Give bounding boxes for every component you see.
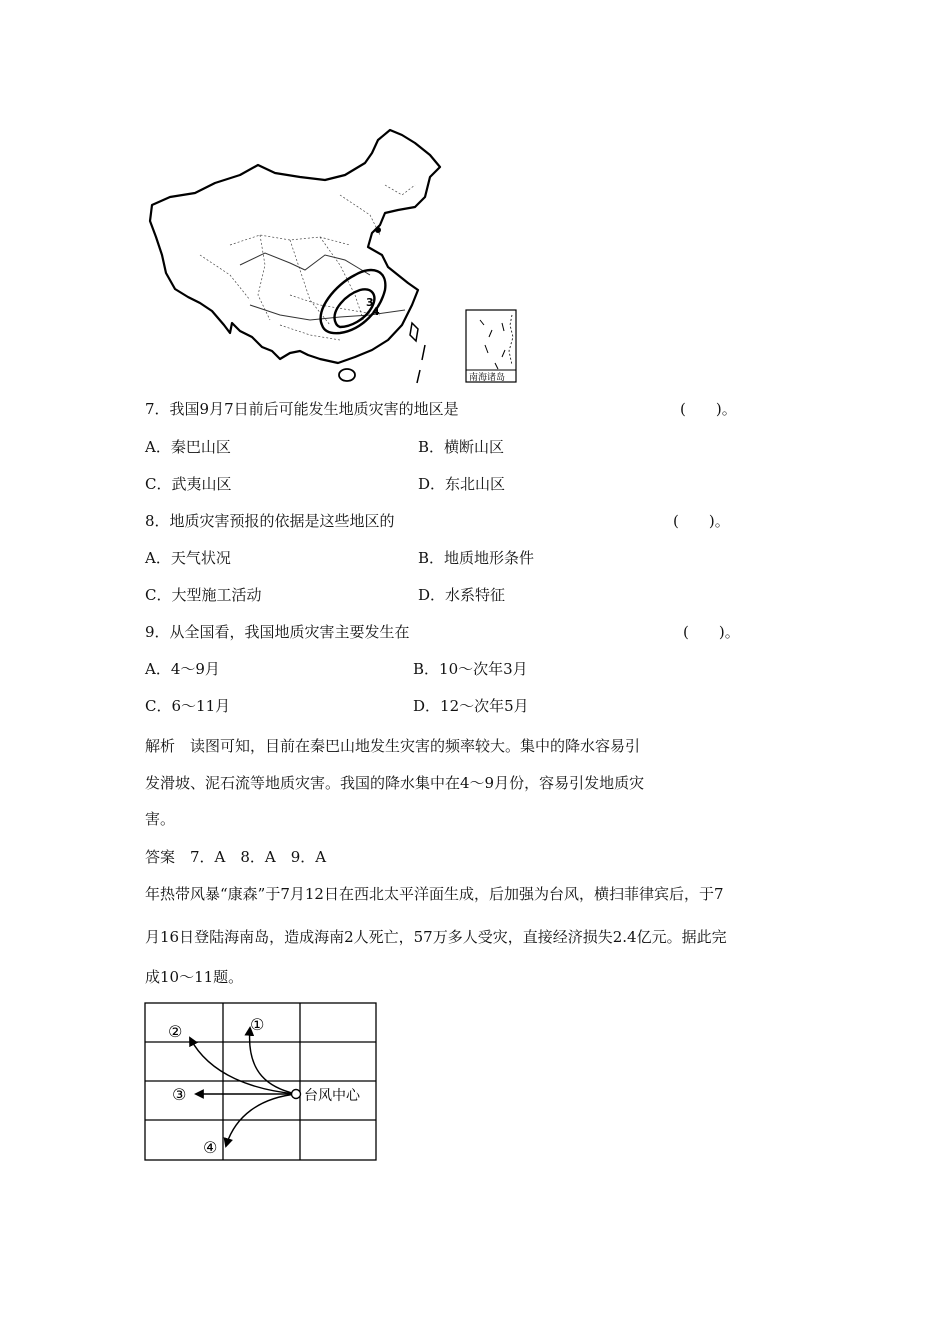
question-9-answer-blank: ( )。 (683, 623, 740, 641)
china-outline (150, 130, 440, 363)
inset-label: 南海诸岛 (469, 373, 506, 383)
province-border (258, 235, 270, 320)
path-2-arrow (190, 1038, 296, 1094)
path-label-4: ④ (203, 1138, 218, 1157)
question-8-text: 8．地质灾害预报的依据是这些地区的 (145, 512, 395, 530)
taiwan-island (410, 323, 418, 341)
analysis-line-1: 解析 读图可知，目前在秦巴山地发生灾害的频率较大。集中的降水容易引 (145, 737, 641, 755)
analysis-line-2: 发滑坡、泥石流等地质灾害。我国的降水集中在4～9月份，容易引发地质灾 (145, 774, 645, 792)
province-border (340, 195, 380, 235)
passage-line-2: 月16日登陆海南岛，造成海南2人死亡，57万多人受灾，直接经济损失2.4亿元。据此完 (145, 928, 727, 946)
path-1-arrow (250, 1028, 296, 1094)
question-8-option-d: D．水系特征 (418, 586, 506, 604)
question-8-option-b: B．地质地形条件 (418, 549, 535, 567)
question-7-option-d: D．东北山区 (418, 475, 506, 493)
typhoon-center-label: 台风中心 (304, 1088, 360, 1104)
hainan-island (339, 369, 355, 381)
province-border (290, 240, 330, 325)
province-border (385, 185, 415, 195)
contour-label-4: 4 (372, 305, 380, 318)
province-border (320, 237, 365, 325)
question-7-option-b: B．横断山区 (418, 438, 505, 456)
question-9-option-d: D．12～次年5月 (413, 697, 529, 715)
river-yangtze (250, 305, 405, 320)
question-7-option-a: A．秦巴山区 (145, 438, 231, 456)
sea-boundary (417, 345, 425, 383)
typhoon-path-diagram (140, 998, 385, 1166)
south-sea-inset (466, 310, 516, 383)
question-9-text: 9．从全国看，我国地质灾害主要发生在 (145, 623, 410, 641)
beijing-marker (375, 227, 381, 233)
path-label-1: ① (250, 1015, 265, 1034)
answer-line: 答案 7．A 8．A 9．A (145, 848, 327, 866)
question-9-option-b: B．10～次年3月 (413, 660, 528, 678)
analysis-line-3: 害。 (145, 810, 176, 828)
question-7-text: 7．我国9月7日前后可能发生地质灾害的地区是 (145, 400, 459, 418)
question-8-answer-blank: ( )。 (673, 512, 730, 530)
river-yellow (240, 253, 370, 275)
typhoon-center-marker (292, 1090, 301, 1099)
china-map (140, 125, 525, 387)
path-label-3: ③ (172, 1085, 187, 1104)
question-7-answer-blank: ( )。 (680, 400, 737, 418)
contour-label-3: 3 (366, 296, 374, 309)
question-9-option-c: C．6～11月 (145, 697, 231, 715)
passage-line-1: 年热带风暴“康森”于7月12日在西北太平洋面生成，后加强为台风，横扫菲律宾后，于7 (145, 885, 724, 903)
province-border (200, 255, 250, 300)
question-8-option-c: C．大型施工活动 (145, 586, 262, 604)
passage-line-3: 成10～11题。 (145, 968, 244, 986)
question-9-option-a: A．4～9月 (145, 660, 220, 678)
path-label-2: ② (168, 1022, 183, 1041)
question-8-option-a: A．天气状况 (145, 549, 231, 567)
question-7-option-c: C．武夷山区 (145, 475, 232, 493)
